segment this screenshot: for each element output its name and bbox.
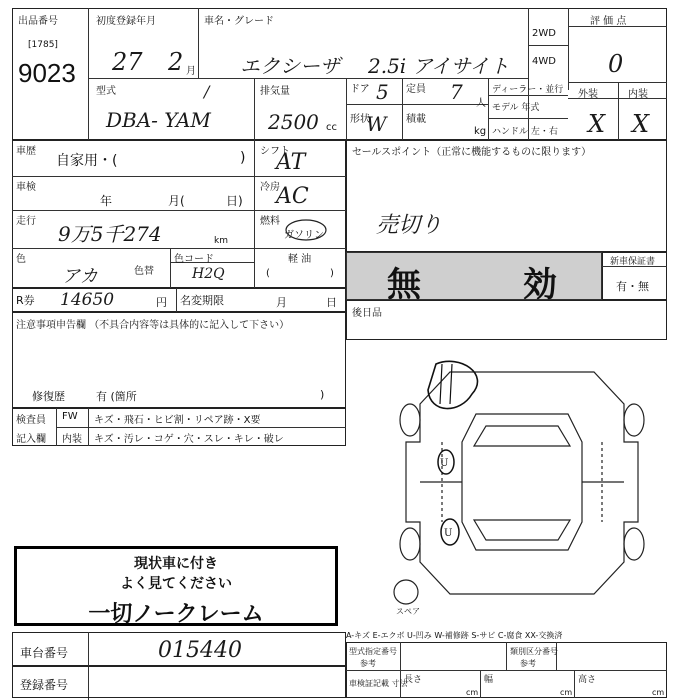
grade-value: 2.5i アイサイト xyxy=(368,54,510,78)
transfer-month: 月 xyxy=(276,296,287,309)
ac-label: 冷房 xyxy=(260,182,280,193)
cm-1: cm xyxy=(466,688,479,697)
repair-close: ) xyxy=(320,388,325,401)
fuel-paren-close: ) xyxy=(330,268,334,279)
ref2-label: 参考 xyxy=(520,659,536,668)
transfer-day: 日 xyxy=(326,296,337,309)
dealer-label: ディーラー・並行 xyxy=(492,85,564,95)
claim-line-1: 現状車に付き xyxy=(134,556,218,572)
exterior-value: X xyxy=(588,110,606,138)
repair-label: 修復歴 xyxy=(32,390,65,403)
body-value: W xyxy=(366,112,387,136)
lot-no-value: 9023 xyxy=(18,58,76,88)
drive-4wd: 4WD xyxy=(532,56,556,67)
lot-no-label: 出品番号 xyxy=(18,16,58,27)
later-date-label: 後日品 xyxy=(352,308,382,319)
diagram-mark-1: U xyxy=(440,458,449,469)
repair-value: 有 (箇所 xyxy=(96,390,137,403)
cert-label: 車検証記載 寸法 xyxy=(349,679,408,688)
displacement-label: 排気量 xyxy=(260,86,290,97)
exterior-label: 外装 xyxy=(578,89,598,100)
capacity-label: 定員 xyxy=(406,84,426,95)
door-label: ドア xyxy=(350,84,370,95)
recycle-label: R券 xyxy=(16,294,35,307)
length-label: 長さ xyxy=(404,675,423,685)
diagram-mark-2: U xyxy=(444,528,453,539)
recycle-unit: 円 xyxy=(156,296,167,309)
interior-label: 内装 xyxy=(628,89,648,100)
interior-value: X xyxy=(632,110,650,138)
spare-label: スペア xyxy=(396,607,420,616)
mileage-label: 走行 xyxy=(16,216,36,227)
handle-label: ハンドル 左・右 xyxy=(492,127,558,137)
claim-line-3: 一切ノークレーム xyxy=(88,602,264,627)
sales-point-label: セールスポイント（正常に機能するものに限ります） xyxy=(352,147,592,158)
color-no-value: H2Q xyxy=(192,266,225,282)
capacity-value: 7 xyxy=(450,80,463,104)
lot-no-code: [1785] xyxy=(28,40,58,50)
history-label: 車歴 xyxy=(16,146,36,157)
load-unit: kg xyxy=(474,126,487,137)
inspection-day: 日) xyxy=(226,194,243,208)
void-stamp-char1: 無 xyxy=(387,265,421,305)
rating-value: 0 xyxy=(608,50,624,78)
warranty-value: 有・無 xyxy=(616,280,649,293)
ref-label: 参考 xyxy=(360,659,376,668)
inspector-label-2: 記入欄 xyxy=(16,434,46,445)
drive-2wd: 2WD xyxy=(532,28,556,39)
interior-ins-text: キズ・汚レ・コゲ・穴・スレ・キレ・破レ xyxy=(94,434,284,445)
body-label: 形状 xyxy=(350,114,370,125)
registration-label: 登録番号 xyxy=(20,678,69,692)
mileage-unit: km xyxy=(214,236,228,246)
door-value: 5 xyxy=(376,80,389,104)
warranty-label: 新車保証書 xyxy=(610,257,656,267)
first-reg-month: 2 xyxy=(168,48,184,76)
model-label: 型式 xyxy=(96,86,116,97)
sales-point-value: 売切り xyxy=(376,213,443,238)
car-diagram xyxy=(380,344,664,628)
name-value: エクシーザ xyxy=(240,54,340,78)
notes-label: 注意事項申告欄 （不具合内容等は具体的に記入して下さい） xyxy=(16,320,290,331)
inspector-label-1: 検査員 xyxy=(16,415,46,426)
displacement-value: 2500 xyxy=(268,110,319,134)
first-reg-label: 初度登録年月 xyxy=(96,16,156,27)
fuel-light-oil: 軽 油 xyxy=(288,254,312,265)
cm-3: cm xyxy=(652,688,665,697)
category-label: 類別区分番号 xyxy=(510,647,558,656)
inspection-month: 月( xyxy=(168,194,185,208)
model-mark: / xyxy=(204,82,210,101)
chassis-value: 015440 xyxy=(158,638,242,663)
displacement-unit: cc xyxy=(326,122,337,133)
cm-2: cm xyxy=(560,688,573,697)
model-value: DBA- YAM xyxy=(106,108,211,132)
void-stamp-char2: 効 xyxy=(523,265,557,305)
recycle-value: 14650 xyxy=(60,290,115,310)
height-label: 高さ xyxy=(578,675,597,685)
width-label: 幅 xyxy=(484,675,494,685)
load-label: 積載 xyxy=(406,114,426,125)
fw-label: FW xyxy=(62,411,78,422)
claim-line-2: よく見てください xyxy=(120,576,232,592)
damage-legend: A-キズ E-エクボ U-凹み W-補修跡 S-サビ C-腐食 XX-交換済 xyxy=(346,631,563,640)
mileage-value: 9万5千274 xyxy=(58,222,162,246)
shift-label: シフト xyxy=(260,146,290,157)
first-reg-month-unit: 月 xyxy=(186,66,196,77)
later-date-block xyxy=(346,300,667,340)
transfer-label: 名変期限 xyxy=(180,294,224,307)
color-label: 色 xyxy=(16,254,26,265)
history-value: 自家用・( xyxy=(56,153,118,169)
interior-ins-label: 内装 xyxy=(62,434,82,445)
model-year-label: モデル 年式 xyxy=(492,103,540,113)
inspection-label: 車検 xyxy=(16,182,36,193)
fuel-circle-mark xyxy=(280,216,336,244)
no-claim-box xyxy=(14,546,338,626)
shift-value: AT xyxy=(276,150,306,175)
color-value: アカ xyxy=(62,266,98,287)
color-change-label: 色替 xyxy=(134,266,154,277)
rating-label: 評 価 点 xyxy=(590,16,627,27)
fuel-paren-open: ( xyxy=(266,268,270,279)
type-label: 型式指定番号 xyxy=(349,647,397,656)
capacity-unit: 人 xyxy=(476,98,486,109)
chassis-label: 車台番号 xyxy=(20,646,69,660)
inspection-year: 年 xyxy=(100,194,113,208)
color-no-label: 色コード xyxy=(174,254,214,265)
ac-value: AC xyxy=(276,184,309,209)
fuel-gasoline: ガソリン xyxy=(284,230,324,241)
name-grade-label: 車名・グレード xyxy=(204,16,274,27)
fuel-label: 燃料 xyxy=(260,216,280,227)
fw-text: キズ・飛石・ヒビ割・リペア跡・X要 xyxy=(94,415,261,426)
first-reg-year: 27 xyxy=(112,48,143,76)
history-close: ) xyxy=(240,150,246,166)
void-stamp xyxy=(346,252,602,305)
